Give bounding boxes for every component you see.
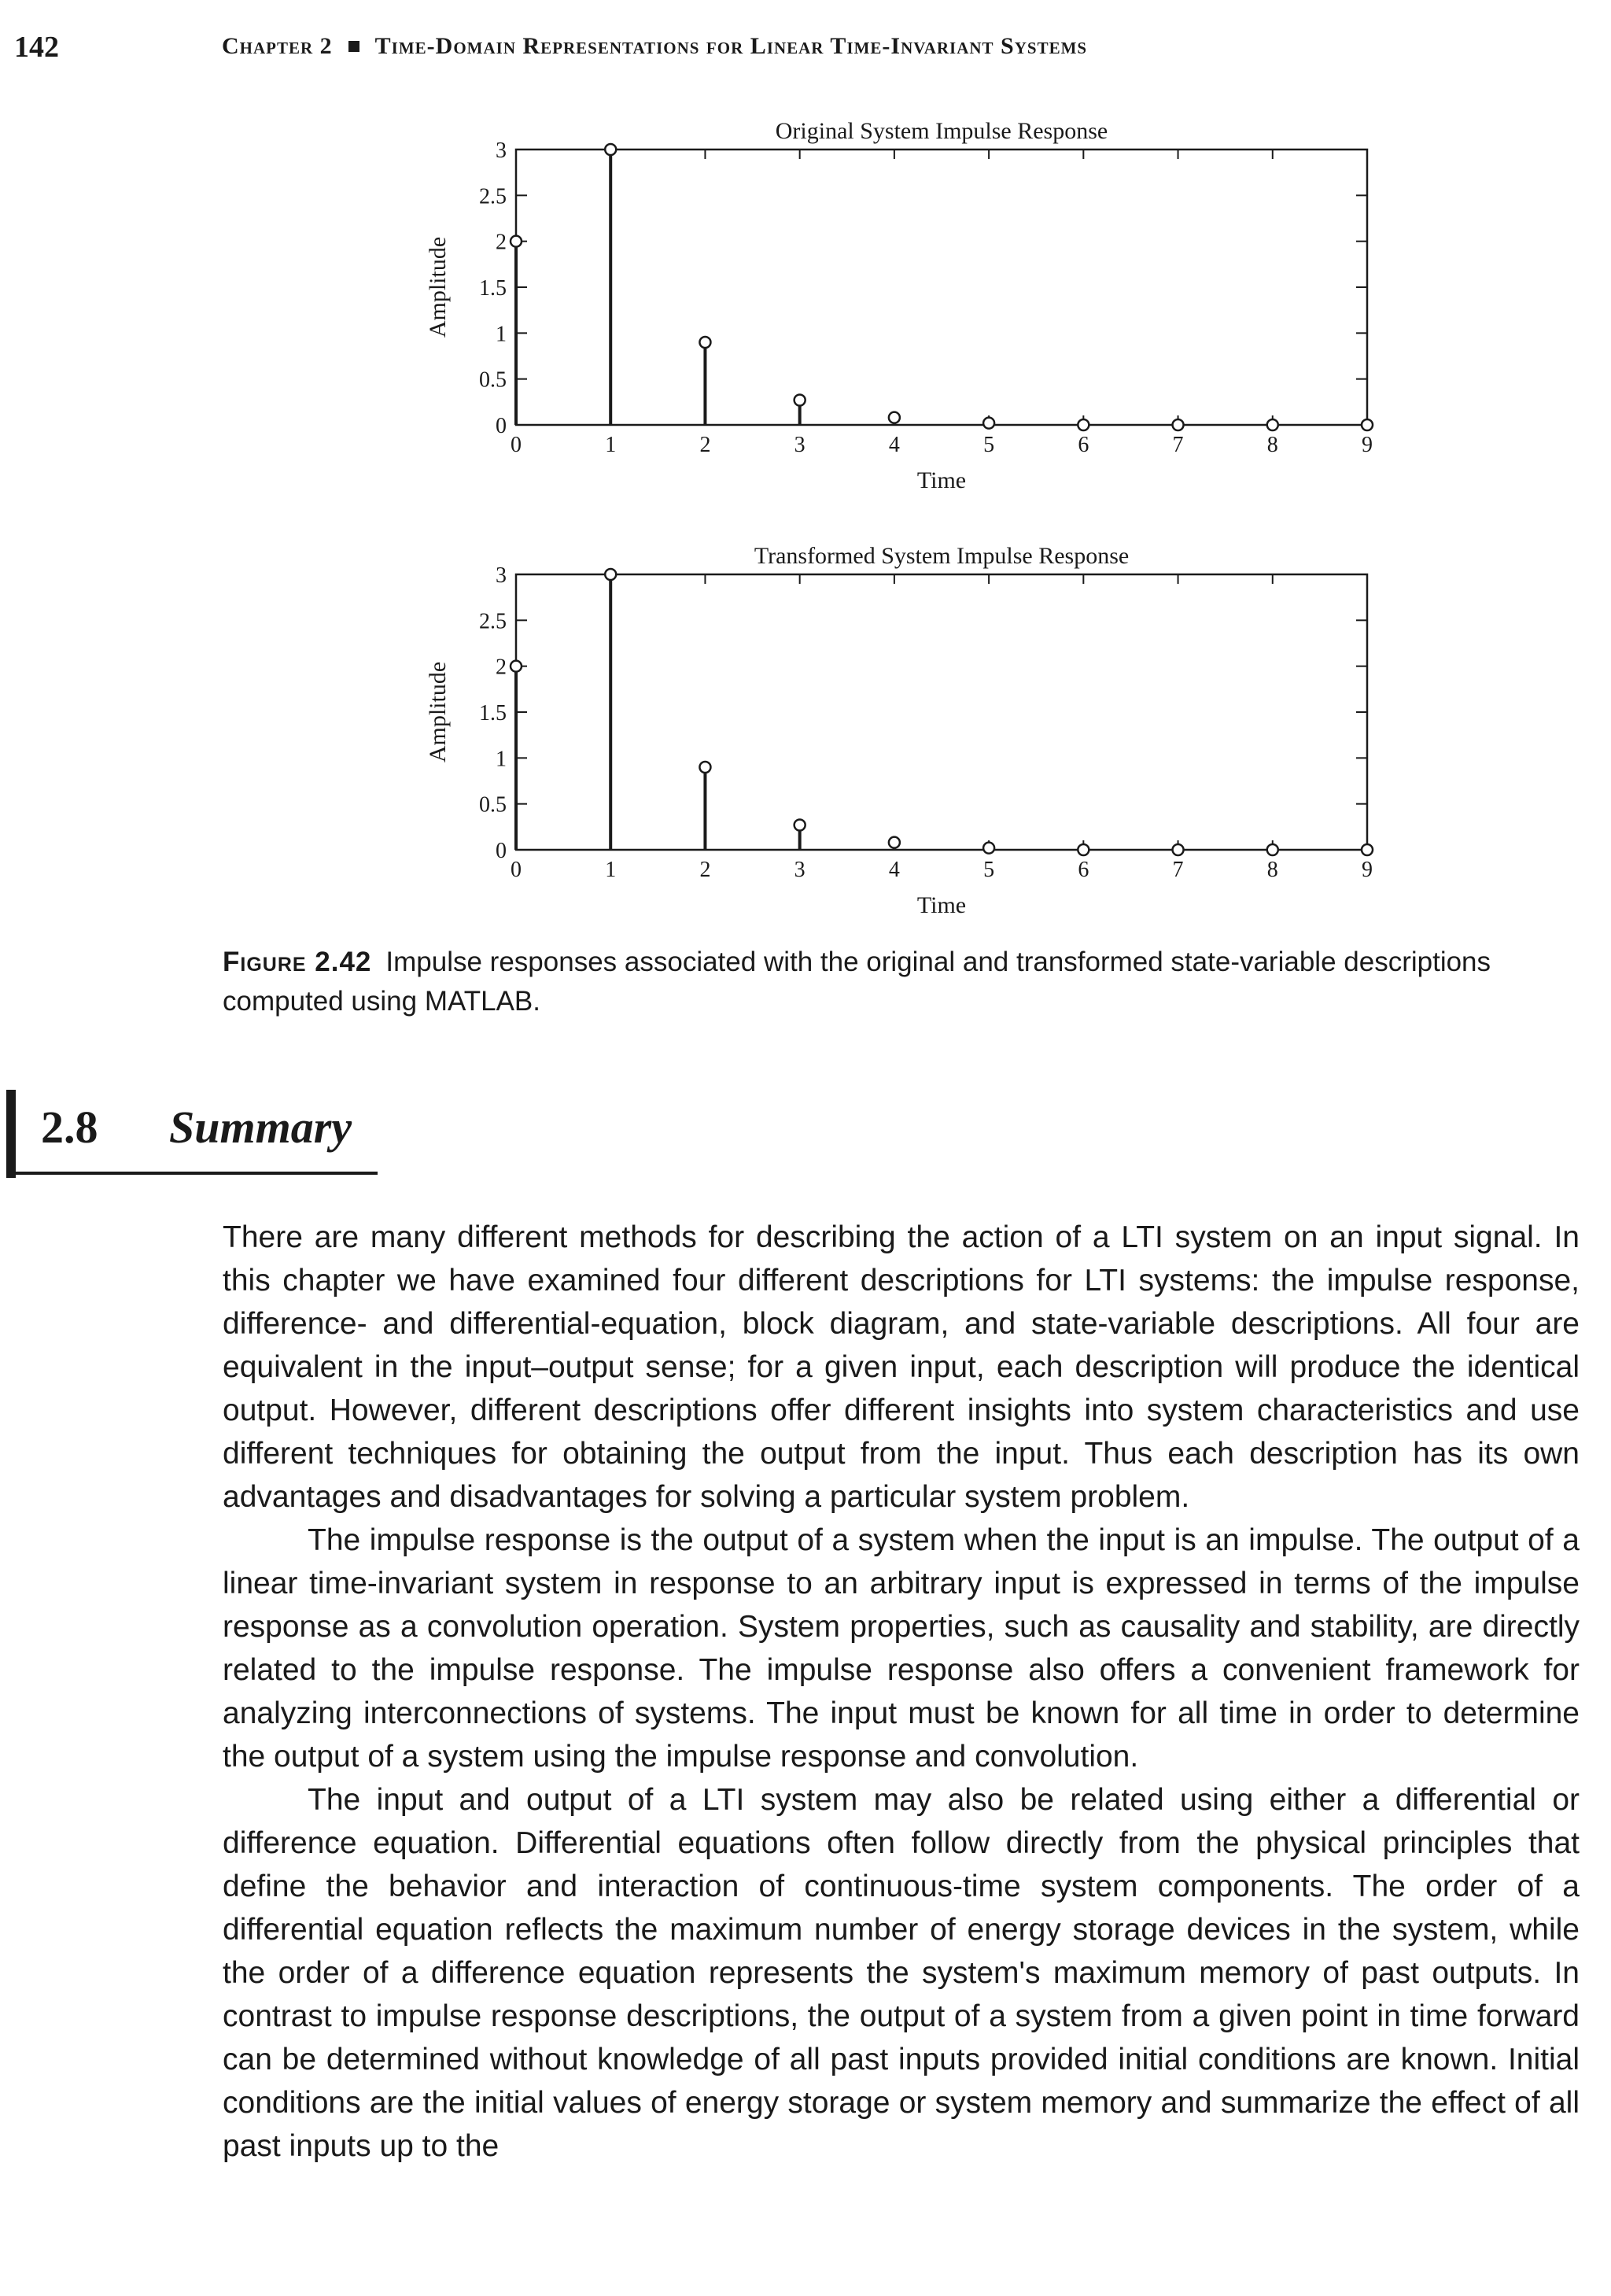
x-axis-label: Time	[916, 467, 967, 493]
stem-marker	[1267, 419, 1278, 430]
stem-marker	[794, 820, 806, 831]
x-tick-label: 3	[794, 858, 806, 882]
x-tick-label: 3	[794, 433, 806, 457]
section-title: Summary	[169, 1102, 352, 1153]
page-number: 142	[14, 31, 59, 64]
x-tick-label: 2	[699, 433, 711, 457]
y-tick-label: 1.5	[479, 701, 507, 725]
stem-marker	[1078, 844, 1089, 855]
plot-frame	[516, 574, 1367, 850]
x-tick-label: 5	[983, 858, 995, 882]
y-tick-label: 1.5	[479, 276, 507, 301]
chapter-title: Time-Domain Representations for Linear Time-Invariant Systems	[374, 33, 1088, 59]
y-tick-label: 1	[496, 322, 507, 347]
stem-marker	[983, 843, 994, 854]
x-tick-label: 8	[1266, 858, 1278, 882]
x-tick-label: 7	[1172, 433, 1184, 457]
section-heading	[0, 1090, 551, 1176]
x-tick-label: 2	[699, 858, 711, 882]
y-tick-label: 2	[496, 655, 507, 680]
y-tick-label: 0.5	[479, 792, 507, 818]
stem-marker	[699, 337, 710, 348]
chapter-heading	[222, 33, 1087, 60]
impulse-response-figure	[0, 102, 1611, 952]
x-tick-label: 0	[511, 433, 522, 457]
y-tick-label: 2.5	[479, 609, 507, 634]
stem-marker	[1078, 419, 1089, 430]
figure-label: Figure 2.42	[223, 947, 372, 977]
summary-body	[223, 1216, 1580, 2168]
x-tick-label: 5	[983, 433, 995, 457]
y-tick-label: 0	[496, 839, 507, 863]
figure-caption	[223, 943, 1576, 1021]
chapter-label: Chapter 2	[222, 33, 333, 59]
x-tick-label: 8	[1266, 433, 1278, 457]
y-tick-label: 2.5	[479, 184, 507, 209]
chart-title: Original System Impulse Response	[775, 118, 1108, 144]
stem-marker	[983, 418, 994, 429]
stem-marker	[1267, 844, 1278, 855]
x-tick-label: 4	[888, 858, 900, 882]
paragraph: The impulse response is the output of a system when the input is an impulse. The output of a linear time-invariant system in response to an arbitrary input is expressed in terms of the impulse response as a convolution operation. System properties, such as causality and stability, are directly related to the impulse response. The impulse response also offers a convenient framework for analyzing interconnections of systems. The input must be known for all time in order to determine the output of a system using the impulse response and convolution.	[223, 1523, 1580, 1774]
stem-marker	[1362, 844, 1373, 855]
y-tick-label: 2	[496, 230, 507, 255]
stem-marker	[1362, 419, 1373, 430]
plot-frame	[516, 149, 1367, 425]
x-tick-label: 1	[605, 433, 617, 457]
section-number: 2.8	[41, 1102, 98, 1153]
paragraph: There are many different methods for describing the action of a LTI system on an input signal. In this chapter we have examined four different descriptions for LTI systems: the impulse response, difference- and differential-equation, block diagram, and state-variable descriptions. All four are equivalent in the input–output sense; for a given input, each description will produce the identical output. However, different descriptions offer different insights into system characteristics and use different techniques for obtaining the output from the input. Thus each description has its own advantages and disadvantages for solving a particular system problem.	[223, 1220, 1580, 1514]
stem-marker	[605, 569, 616, 580]
section-rule	[6, 1172, 378, 1175]
paragraph: The input and output of a LTI system may also be related using either a differential or difference equation. Differential equations often follow directly from the physical principles that define the behavior and interaction of continuous-time system components. The order of a differential equation reflects the maximum number of energy storage devices in the system, while the order of a difference equation represents the system's maximum memory of past outputs. In contrast to impulse response descriptions, the output of a system from a given point in time forward can be determined without knowledge of all past inputs provided initial conditions are known. Initial conditions are the initial values of energy storage or system memory and summarize the effect of all past inputs up to the	[223, 1783, 1580, 2163]
running-head	[0, 30, 1611, 69]
x-axis-label: Time	[916, 892, 967, 918]
section-bar	[6, 1090, 16, 1178]
figure-2-42	[0, 102, 1611, 952]
x-tick-label: 9	[1362, 433, 1373, 457]
chart-title: Transformed System Impulse Response	[754, 543, 1130, 569]
x-tick-label: 7	[1172, 858, 1184, 882]
y-axis-label: Amplitude	[425, 236, 451, 338]
x-tick-label: 4	[888, 433, 900, 457]
x-tick-label: 6	[1078, 433, 1089, 457]
x-tick-label: 0	[511, 858, 522, 882]
stem-marker	[605, 144, 616, 155]
x-tick-label: 9	[1362, 858, 1373, 882]
y-tick-label: 0.5	[479, 367, 507, 393]
x-tick-label: 1	[605, 858, 617, 882]
stem-marker	[794, 395, 806, 406]
y-tick-label: 0	[496, 414, 507, 438]
stem-marker	[511, 236, 522, 247]
square-bullet-icon	[348, 41, 359, 52]
stem-marker	[889, 412, 900, 423]
x-tick-label: 6	[1078, 858, 1089, 882]
y-tick-label: 3	[496, 563, 507, 588]
stem-marker	[511, 661, 522, 672]
y-tick-label: 3	[496, 138, 507, 163]
figure-caption-text: Impulse responses associated with the original and transformed state-variable descriptions computed using MATLAB.	[223, 947, 1491, 1017]
y-tick-label: 1	[496, 747, 507, 772]
y-axis-label: Amplitude	[425, 661, 451, 763]
stem-marker	[699, 762, 710, 773]
stem-marker	[1173, 419, 1184, 430]
stem-marker	[1173, 844, 1184, 855]
stem-marker	[889, 837, 900, 848]
